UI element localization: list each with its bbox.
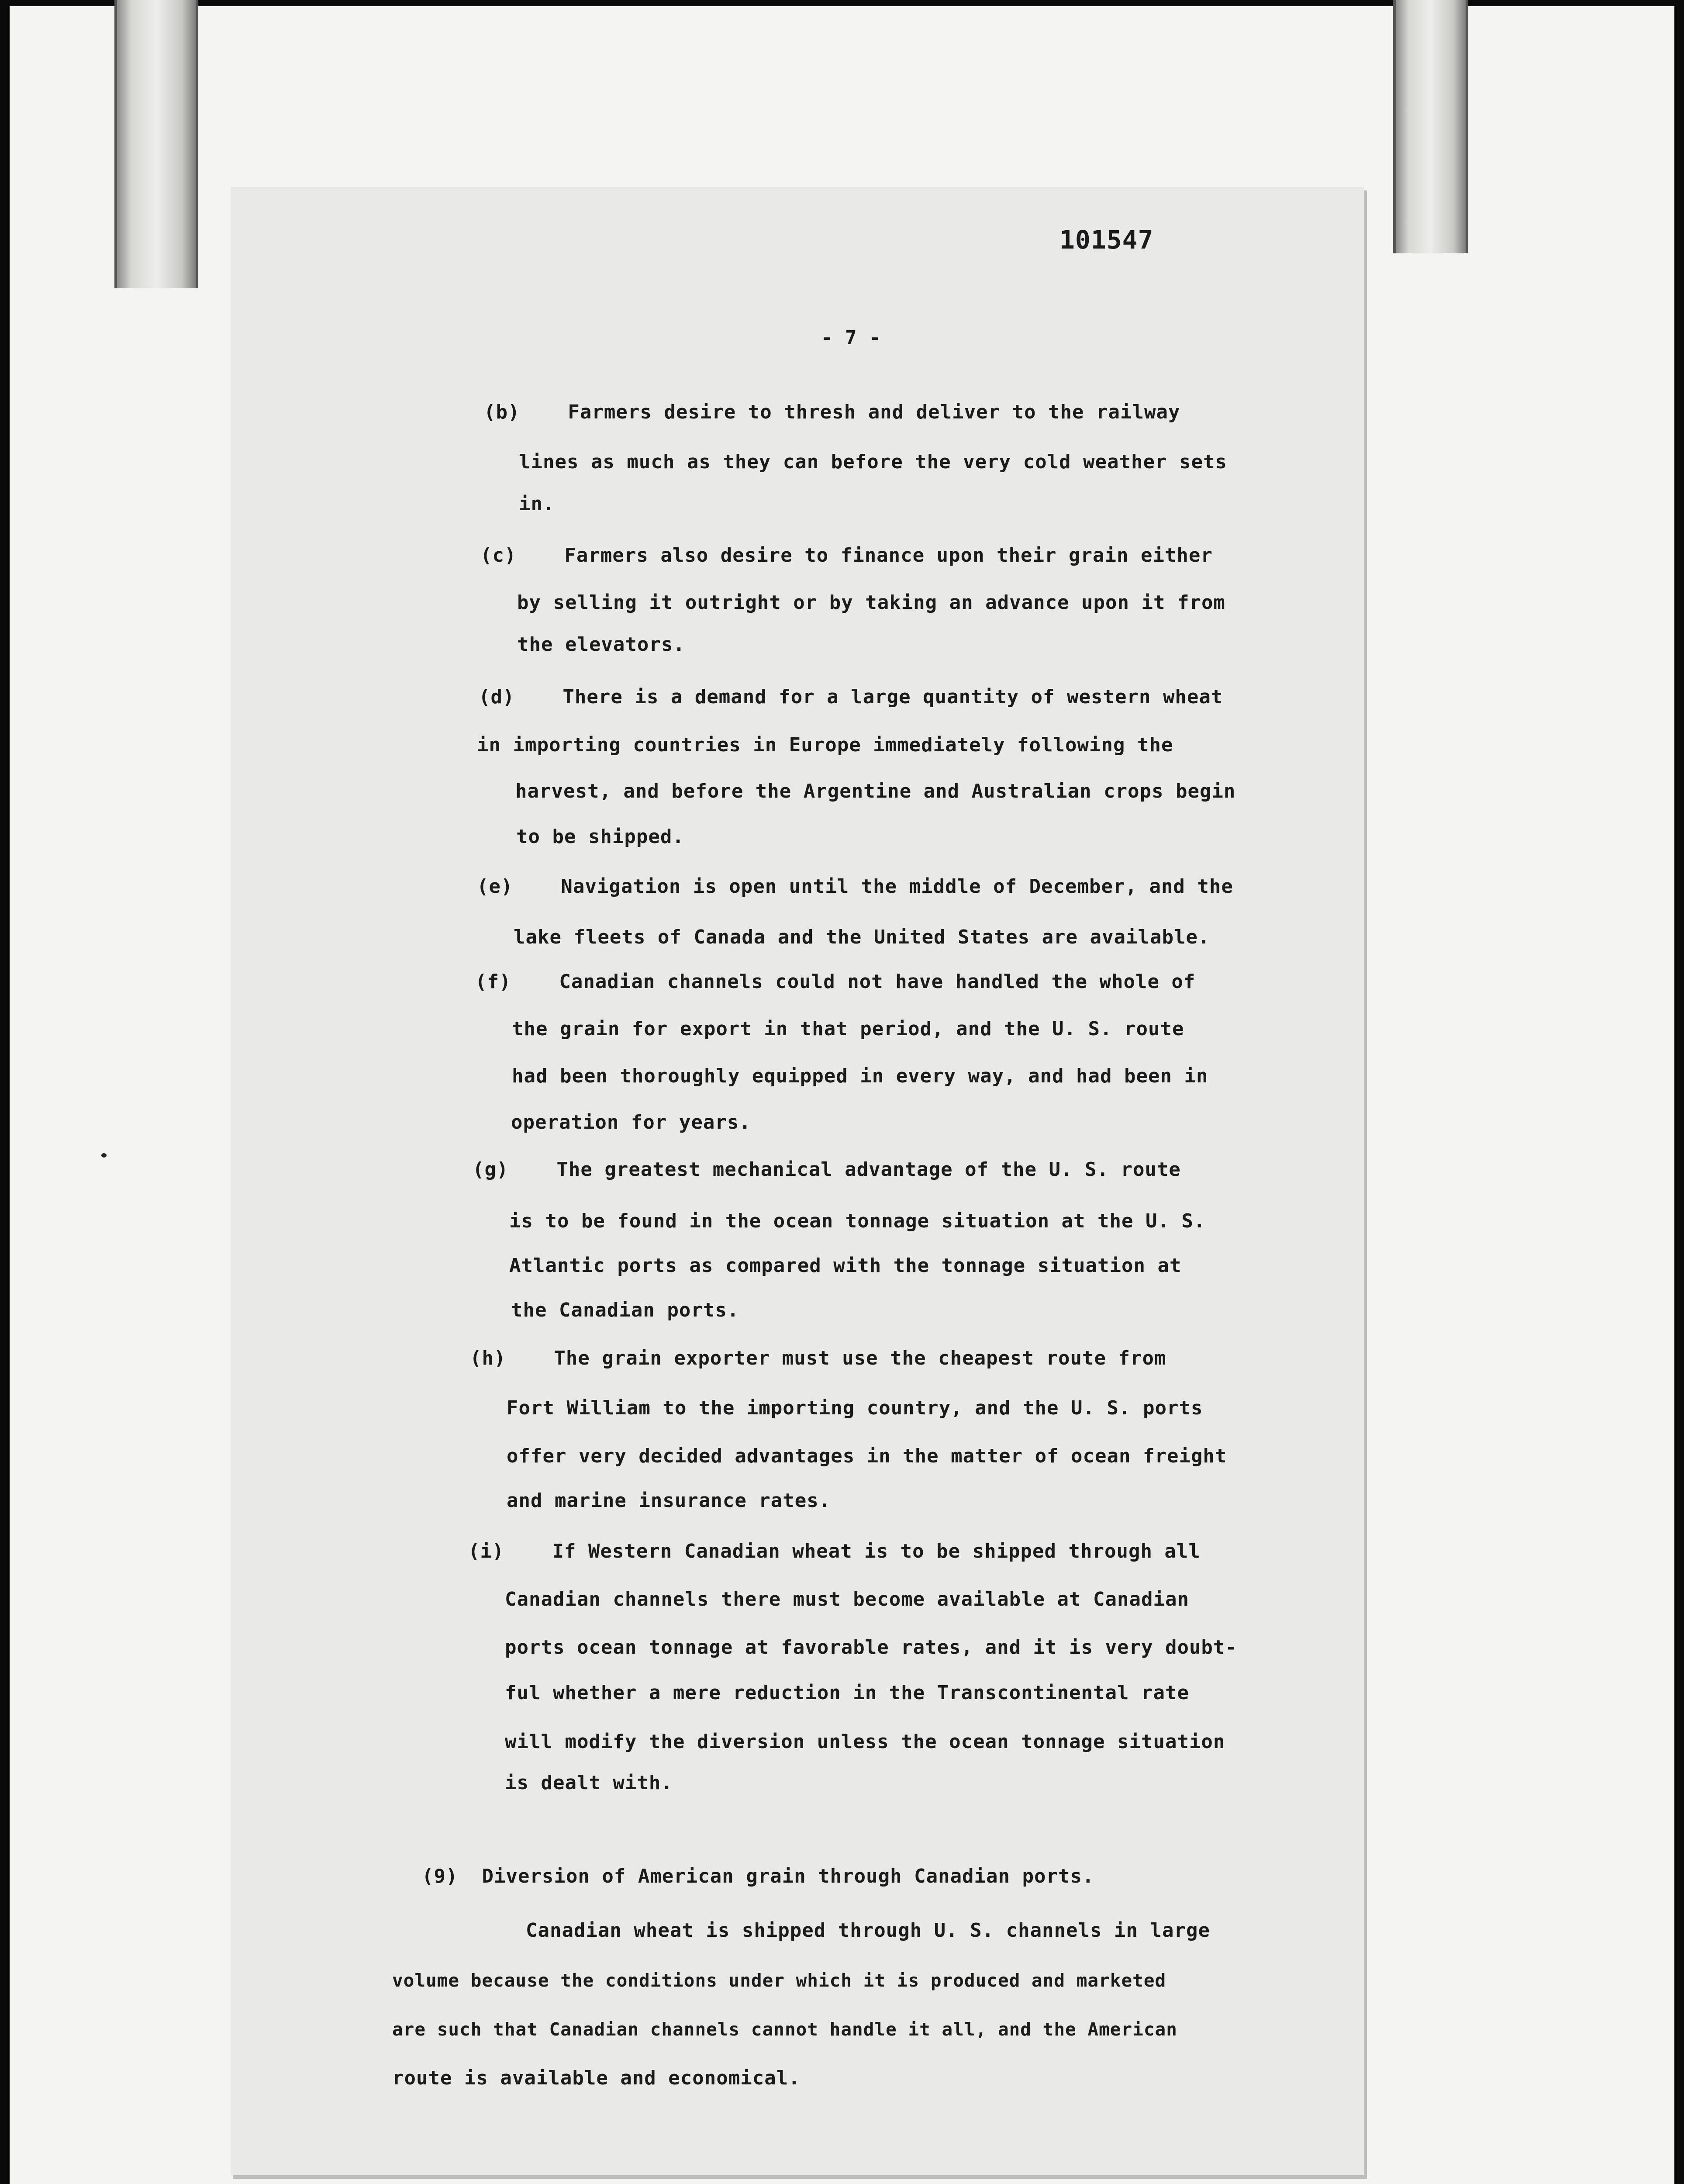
text-line: is to be found in the ocean tonnage situation at the U. S. <box>509 1210 1206 1232</box>
section-heading: (9) Diversion of American grain through Canadian ports. <box>422 1865 1094 1887</box>
frame-left-edge <box>0 0 10 2184</box>
tape-strip-top-right <box>1393 0 1468 253</box>
dust-speck <box>101 1153 107 1158</box>
text-line: (d) There is a demand for a large quantity of western wheat <box>479 686 1223 708</box>
text-line: ports ocean tonnage at favorable rates, and it is very doubt- <box>505 1636 1237 1659</box>
text-line: the Canadian ports. <box>511 1299 739 1321</box>
text-line: are such that Canadian channels cannot handle it all, and the American <box>392 2019 1177 2040</box>
text-line: (i) If Western Canadian wheat is to be shipped through all <box>468 1540 1201 1562</box>
text-line: by selling it outright or by taking an advance upon it from <box>517 591 1225 614</box>
text-line: lake fleets of Canada and the United States are available. <box>514 926 1210 948</box>
text-line: lines as much as they can before the very cold weather sets <box>519 451 1227 473</box>
tape-strip-top-left <box>114 0 198 288</box>
text-line: (f) Canadian channels could not have handled the whole of <box>475 971 1196 993</box>
text-line: had been thoroughly equipped in every way, and had been in <box>512 1065 1208 1087</box>
text-line: Canadian channels there must become available at Canadian <box>505 1588 1189 1610</box>
text-line: to be shipped. <box>516 826 684 848</box>
text-line: is dealt with. <box>505 1772 673 1794</box>
document-number: 101547 <box>1059 225 1154 255</box>
text-line: in. <box>519 493 555 515</box>
text-line: harvest, and before the Argentine and Australian crops begin <box>515 780 1236 802</box>
text-line: ful whether a mere reduction in the Transcontinental rate <box>505 1682 1189 1704</box>
frame-right-edge <box>1674 0 1684 2184</box>
text-line: (h) The grain exporter must use the cheapest route from <box>470 1347 1166 1369</box>
text-line: (c) Farmers also desire to finance upon their grain either <box>480 544 1213 567</box>
text-line: Fort William to the importing country, and the U. S. ports <box>507 1397 1203 1419</box>
text-line: Canadian wheat is shipped through U. S. channels in large <box>526 1919 1210 1942</box>
text-line: volume because the conditions under which it is produced and marketed <box>392 1970 1166 1991</box>
text-line: and marine insurance rates. <box>507 1489 831 1512</box>
text-line: route is available and economical. <box>392 2067 801 2089</box>
text-line: the elevators. <box>517 633 685 656</box>
text-line: the grain for export in that period, and the U. S. route <box>512 1018 1184 1040</box>
text-line: in importing countries in Europe immediately following the <box>477 734 1173 756</box>
text-line: (g) The greatest mechanical advantage of the U. S. route <box>473 1158 1181 1181</box>
text-line: offer very decided advantages in the matter of ocean freight <box>507 1445 1227 1467</box>
text-line: Atlantic ports as compared with the tonnage situation at <box>509 1254 1182 1277</box>
text-line: operation for years. <box>511 1111 751 1133</box>
page-number: - 7 - <box>821 327 881 349</box>
text-line: will modify the diversion unless the ocean tonnage situation <box>505 1731 1225 1753</box>
text-line: (b) Farmers desire to thresh and deliver to the railway <box>484 401 1180 423</box>
text-line: (e) Navigation is open until the middle of December, and the <box>477 875 1233 898</box>
